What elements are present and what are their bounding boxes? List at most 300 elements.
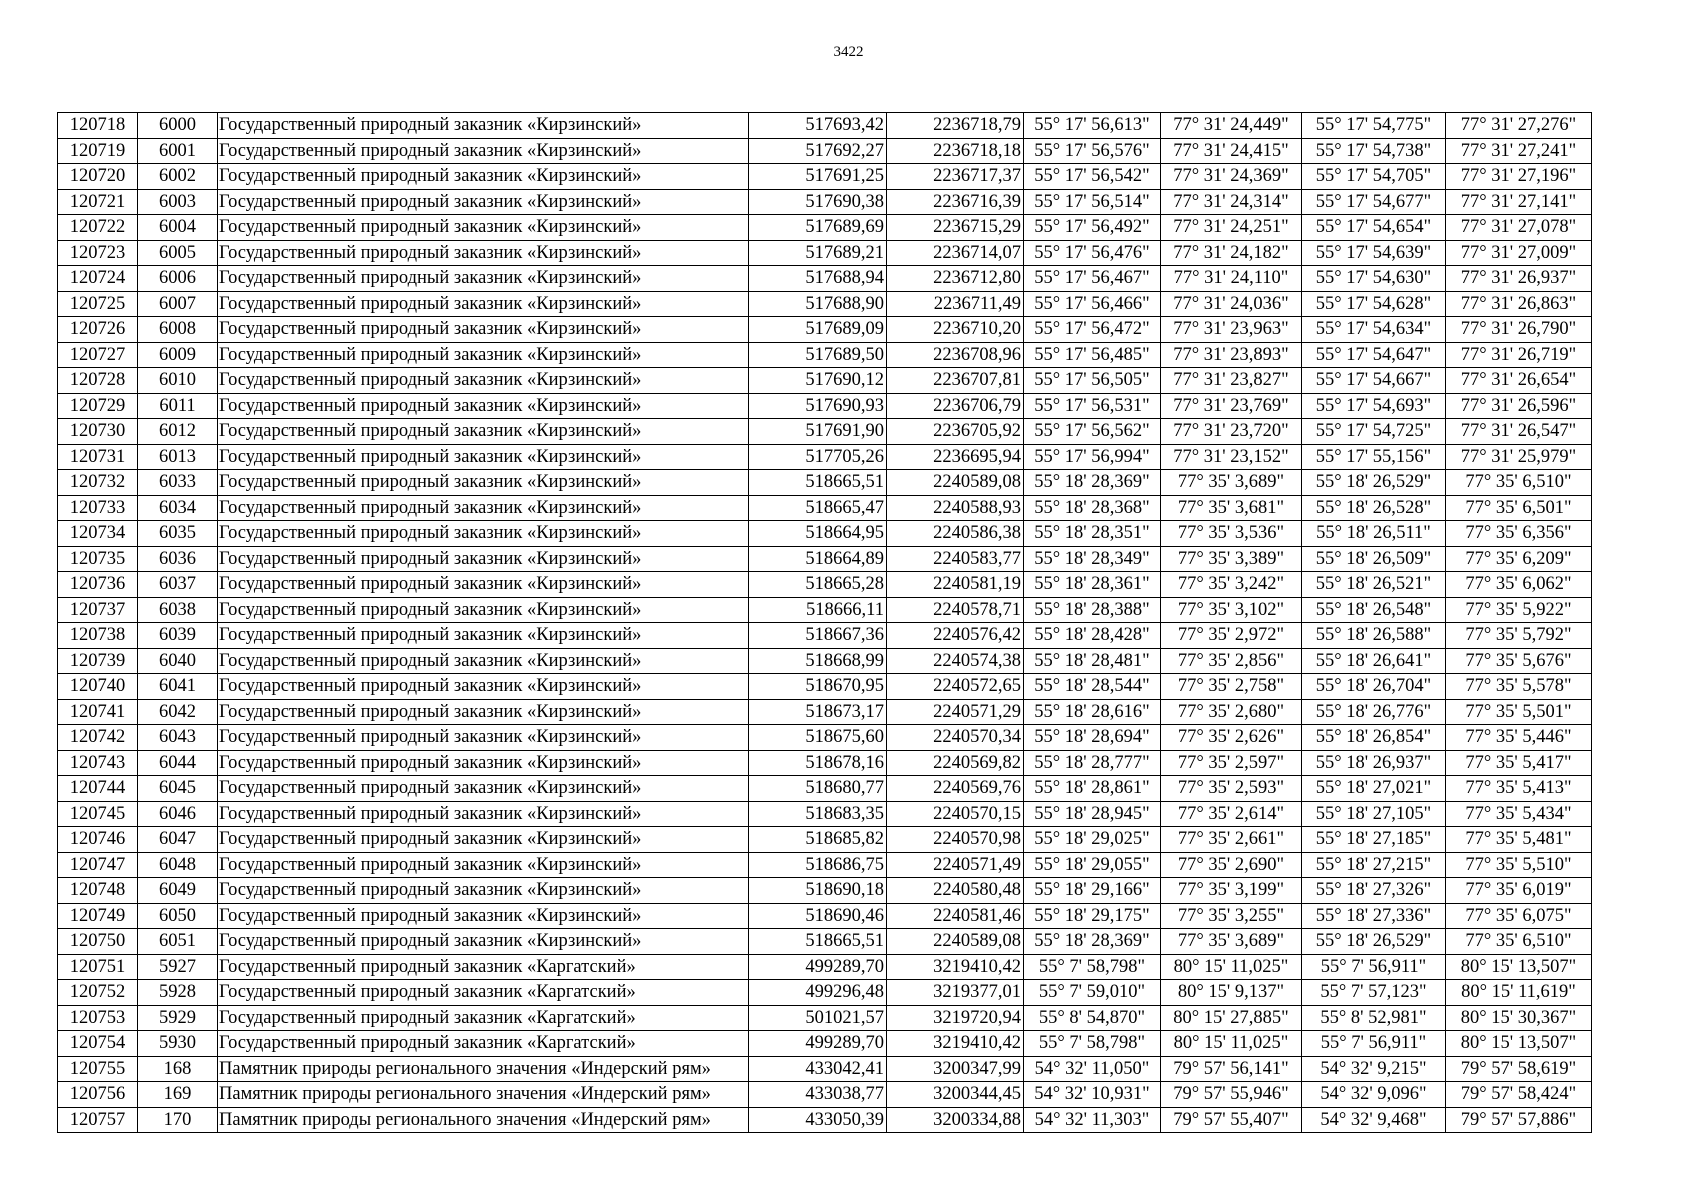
cell-point-number: 6044 [138,750,218,776]
cell-x: 517689,50 [749,342,887,368]
cell-x: 518668,99 [749,648,887,674]
cell-lon-1: 77° 31' 24,110" [1161,266,1302,292]
table-row [58,164,1592,190]
cell-y: 2240576,42 [887,623,1024,649]
cell-object-name: Государственный природный заказник «Кирзинский» [218,342,749,368]
table-row [58,546,1592,572]
cell-object-name: Государственный природный заказник «Кирзинский» [218,801,749,827]
cell-y: 2240571,29 [887,699,1024,725]
cell-point-number: 169 [138,1082,218,1108]
cell-lat-1: 55° 18' 28,369" [1024,929,1161,955]
cell-object-name: Государственный природный заказник «Кирзинский» [218,317,749,343]
cell-point-number: 6007 [138,291,218,317]
cell-lat-2: 55° 17' 54,630" [1302,266,1446,292]
table-row [58,980,1592,1006]
cell-lat-2: 55° 18' 27,021" [1302,776,1446,802]
cell-lon-2: 77° 31' 26,547" [1446,419,1592,445]
cell-y: 2240570,34 [887,725,1024,751]
cell-x: 517691,25 [749,164,887,190]
cell-point-number: 6049 [138,878,218,904]
table-row [58,776,1592,802]
cell-y: 3200344,45 [887,1082,1024,1108]
cell-point-number: 6051 [138,929,218,955]
cell-id: 120718 [58,113,138,139]
cell-x: 518670,95 [749,674,887,700]
cell-point-number: 6004 [138,215,218,241]
cell-lon-1: 77° 35' 3,689" [1161,470,1302,496]
cell-id: 120739 [58,648,138,674]
cell-x: 517689,09 [749,317,887,343]
cell-x: 517705,26 [749,444,887,470]
cell-x: 433050,39 [749,1107,887,1133]
cell-object-name: Государственный природный заказник «Кирзинский» [218,189,749,215]
cell-object-name: Государственный природный заказник «Кирзинский» [218,164,749,190]
cell-lon-2: 80° 15' 13,507" [1446,954,1592,980]
cell-object-name: Государственный природный заказник «Кирзинский» [218,546,749,572]
cell-lat-1: 55° 17' 56,576" [1024,138,1161,164]
cell-id: 120732 [58,470,138,496]
cell-lon-1: 77° 31' 23,963" [1161,317,1302,343]
cell-x: 518675,60 [749,725,887,751]
cell-lon-1: 77° 31' 23,720" [1161,419,1302,445]
cell-object-name: Государственный природный заказник «Кирзинский» [218,852,749,878]
cell-lat-2: 55° 18' 26,548" [1302,597,1446,623]
cell-lat-2: 55° 17' 54,677" [1302,189,1446,215]
cell-lat-2: 55° 18' 26,511" [1302,521,1446,547]
cell-lon-2: 77° 35' 6,510" [1446,470,1592,496]
cell-lat-1: 55° 18' 29,166" [1024,878,1161,904]
cell-lon-1: 77° 31' 24,036" [1161,291,1302,317]
cell-lon-2: 77° 35' 6,501" [1446,495,1592,521]
cell-x: 517691,90 [749,419,887,445]
cell-lon-2: 77° 35' 5,510" [1446,852,1592,878]
cell-id: 120751 [58,954,138,980]
cell-lon-1: 80° 15' 11,025" [1161,954,1302,980]
cell-point-number: 6009 [138,342,218,368]
cell-object-name: Государственный природный заказник «Кирзинский» [218,776,749,802]
cell-lat-1: 55° 17' 56,542" [1024,164,1161,190]
table-row [58,342,1592,368]
cell-x: 517692,27 [749,138,887,164]
cell-x: 517690,38 [749,189,887,215]
cell-y: 2236718,79 [887,113,1024,139]
cell-lat-2: 55° 17' 54,639" [1302,240,1446,266]
cell-object-name: Государственный природный заказник «Кирзинский» [218,699,749,725]
cell-id: 120724 [58,266,138,292]
cell-y: 2240572,65 [887,674,1024,700]
cell-id: 120741 [58,699,138,725]
cell-x: 518665,28 [749,572,887,598]
cell-lon-2: 77° 31' 26,937" [1446,266,1592,292]
cell-y: 2240581,19 [887,572,1024,598]
coordinates-table [57,112,1592,1133]
cell-lon-1: 77° 35' 2,680" [1161,699,1302,725]
cell-object-name: Государственный природный заказник «Кирзинский» [218,240,749,266]
cell-lat-1: 55° 17' 56,505" [1024,368,1161,394]
cell-y: 2240571,49 [887,852,1024,878]
cell-y: 2236706,79 [887,393,1024,419]
cell-point-number: 6033 [138,470,218,496]
table-row [58,138,1592,164]
cell-object-name: Государственный природный заказник «Кирзинский» [218,215,749,241]
cell-lat-1: 55° 17' 56,467" [1024,266,1161,292]
cell-x: 517693,42 [749,113,887,139]
cell-lat-2: 55° 18' 27,105" [1302,801,1446,827]
cell-lat-1: 55° 18' 28,945" [1024,801,1161,827]
cell-lon-1: 77° 35' 2,758" [1161,674,1302,700]
cell-x: 518690,18 [749,878,887,904]
cell-x: 501021,57 [749,1005,887,1031]
table-row [58,1056,1592,1082]
table-row [58,495,1592,521]
cell-lon-1: 77° 35' 3,199" [1161,878,1302,904]
cell-lat-2: 55° 17' 54,667" [1302,368,1446,394]
cell-lat-2: 55° 18' 27,185" [1302,827,1446,853]
cell-id: 120720 [58,164,138,190]
cell-lon-2: 77° 35' 5,413" [1446,776,1592,802]
cell-y: 2240583,77 [887,546,1024,572]
table-row [58,419,1592,445]
cell-point-number: 6005 [138,240,218,266]
cell-object-name: Памятник природы регионального значения «Индерский рям» [218,1056,749,1082]
cell-lat-2: 55° 18' 26,854" [1302,725,1446,751]
cell-object-name: Государственный природный заказник «Кирзинский» [218,368,749,394]
cell-point-number: 5928 [138,980,218,1006]
cell-lon-2: 77° 35' 5,501" [1446,699,1592,725]
cell-lat-2: 55° 17' 54,647" [1302,342,1446,368]
cell-y: 2236717,37 [887,164,1024,190]
cell-lon-2: 80° 15' 11,619" [1446,980,1592,1006]
cell-id: 120730 [58,419,138,445]
cell-lat-1: 55° 7' 58,798" [1024,954,1161,980]
cell-y: 2240570,98 [887,827,1024,853]
cell-id: 120750 [58,929,138,955]
cell-y: 2240569,82 [887,750,1024,776]
table-row [58,266,1592,292]
cell-x: 517688,90 [749,291,887,317]
cell-object-name: Государственный природный заказник «Кирзинский» [218,623,749,649]
cell-lat-1: 55° 7' 58,798" [1024,1031,1161,1057]
table-row [58,750,1592,776]
cell-lon-2: 77° 35' 5,434" [1446,801,1592,827]
cell-point-number: 6008 [138,317,218,343]
cell-lon-2: 80° 15' 30,367" [1446,1005,1592,1031]
cell-lat-2: 55° 17' 54,634" [1302,317,1446,343]
cell-lat-2: 55° 17' 54,725" [1302,419,1446,445]
cell-id: 120746 [58,827,138,853]
cell-lat-1: 55° 18' 28,351" [1024,521,1161,547]
cell-y: 3200334,88 [887,1107,1024,1133]
cell-point-number: 6043 [138,725,218,751]
cell-lon-1: 77° 31' 24,251" [1161,215,1302,241]
cell-lon-1: 77° 31' 24,182" [1161,240,1302,266]
cell-y: 2236718,18 [887,138,1024,164]
cell-lat-1: 55° 18' 28,349" [1024,546,1161,572]
cell-object-name: Государственный природный заказник «Кирзинский» [218,113,749,139]
cell-lat-2: 55° 17' 55,156" [1302,444,1446,470]
table-row [58,878,1592,904]
cell-lat-2: 55° 7' 57,123" [1302,980,1446,1006]
cell-lat-1: 55° 18' 29,175" [1024,903,1161,929]
cell-lon-1: 77° 35' 2,690" [1161,852,1302,878]
cell-lon-1: 80° 15' 9,137" [1161,980,1302,1006]
cell-object-name: Государственный природный заказник «Кирзинский» [218,495,749,521]
cell-id: 120757 [58,1107,138,1133]
cell-lat-2: 55° 7' 56,911" [1302,1031,1446,1057]
cell-id: 120754 [58,1031,138,1057]
cell-object-name: Государственный природный заказник «Каргатский» [218,1005,749,1031]
cell-lat-1: 55° 18' 28,428" [1024,623,1161,649]
cell-object-name: Государственный природный заказник «Кирзинский» [218,929,749,955]
cell-object-name: Государственный природный заказник «Каргатский» [218,954,749,980]
table-row [58,1031,1592,1057]
cell-point-number: 6038 [138,597,218,623]
cell-lat-2: 55° 18' 26,704" [1302,674,1446,700]
table-row [58,444,1592,470]
table-row [58,674,1592,700]
cell-lat-1: 55° 18' 29,055" [1024,852,1161,878]
cell-lat-2: 55° 8' 52,981" [1302,1005,1446,1031]
cell-lon-2: 79° 57' 57,886" [1446,1107,1592,1133]
cell-id: 120735 [58,546,138,572]
cell-lat-2: 54° 32' 9,215" [1302,1056,1446,1082]
cell-id: 120742 [58,725,138,751]
cell-lat-2: 55° 18' 26,641" [1302,648,1446,674]
cell-lon-2: 77° 35' 5,446" [1446,725,1592,751]
cell-id: 120719 [58,138,138,164]
cell-object-name: Государственный природный заказник «Кирзинский» [218,572,749,598]
cell-lat-2: 55° 17' 54,705" [1302,164,1446,190]
cell-x: 518664,89 [749,546,887,572]
cell-y: 2236712,80 [887,266,1024,292]
cell-lat-1: 55° 18' 28,368" [1024,495,1161,521]
table-row [58,903,1592,929]
cell-x: 518680,77 [749,776,887,802]
cell-id: 120736 [58,572,138,598]
cell-lon-2: 77° 31' 26,719" [1446,342,1592,368]
cell-object-name: Государственный природный заказник «Кирзинский» [218,138,749,164]
cell-point-number: 6035 [138,521,218,547]
table-row [58,597,1592,623]
cell-object-name: Государственный природный заказник «Кирзинский» [218,521,749,547]
table-row [58,240,1592,266]
cell-y: 2236716,39 [887,189,1024,215]
cell-id: 120733 [58,495,138,521]
cell-lat-2: 55° 17' 54,738" [1302,138,1446,164]
cell-lat-2: 55° 18' 26,509" [1302,546,1446,572]
cell-point-number: 6041 [138,674,218,700]
cell-y: 2240589,08 [887,929,1024,955]
cell-object-name: Государственный природный заказник «Кирзинский» [218,674,749,700]
cell-lat-1: 55° 18' 28,616" [1024,699,1161,725]
cell-id: 120743 [58,750,138,776]
cell-lat-2: 54° 32' 9,096" [1302,1082,1446,1108]
cell-x: 518666,11 [749,597,887,623]
table-row [58,699,1592,725]
cell-lon-2: 77° 35' 6,062" [1446,572,1592,598]
cell-lon-2: 77° 31' 26,596" [1446,393,1592,419]
cell-x: 518673,17 [749,699,887,725]
cell-lon-2: 77° 35' 5,676" [1446,648,1592,674]
cell-lon-1: 77° 35' 3,255" [1161,903,1302,929]
cell-lat-1: 55° 17' 56,466" [1024,291,1161,317]
cell-lon-2: 77° 31' 25,979" [1446,444,1592,470]
cell-lon-1: 77° 35' 3,536" [1161,521,1302,547]
cell-id: 120749 [58,903,138,929]
cell-lat-1: 55° 17' 56,514" [1024,189,1161,215]
cell-y: 2240588,93 [887,495,1024,521]
table-row [58,929,1592,955]
cell-y: 2236711,49 [887,291,1024,317]
cell-lon-1: 77° 31' 24,314" [1161,189,1302,215]
table-row [58,521,1592,547]
cell-lat-1: 54° 32' 10,931" [1024,1082,1161,1108]
cell-id: 120723 [58,240,138,266]
table-row [58,291,1592,317]
cell-y: 3219410,42 [887,1031,1024,1057]
table-row [58,189,1592,215]
cell-object-name: Государственный природный заказник «Кирзинский» [218,470,749,496]
cell-object-name: Государственный природный заказник «Кирзинский» [218,266,749,292]
cell-id: 120756 [58,1082,138,1108]
table-row [58,623,1592,649]
cell-x: 517690,93 [749,393,887,419]
cell-lon-1: 77° 35' 2,597" [1161,750,1302,776]
cell-lon-2: 77° 31' 27,276" [1446,113,1592,139]
cell-point-number: 6003 [138,189,218,215]
table-row [58,572,1592,598]
cell-lat-1: 55° 17' 56,476" [1024,240,1161,266]
cell-point-number: 6042 [138,699,218,725]
cell-lon-2: 77° 31' 27,009" [1446,240,1592,266]
cell-id: 120728 [58,368,138,394]
cell-lon-1: 79° 57' 55,407" [1161,1107,1302,1133]
cell-id: 120740 [58,674,138,700]
cell-lat-2: 55° 18' 26,529" [1302,470,1446,496]
cell-lon-1: 77° 35' 3,242" [1161,572,1302,598]
cell-lat-1: 55° 8' 54,870" [1024,1005,1161,1031]
cell-lon-1: 77° 31' 23,152" [1161,444,1302,470]
cell-id: 120734 [58,521,138,547]
cell-lat-1: 55° 17' 56,994" [1024,444,1161,470]
cell-lon-2: 77° 31' 26,654" [1446,368,1592,394]
cell-object-name: Государственный природный заказник «Кирзинский» [218,393,749,419]
cell-point-number: 6039 [138,623,218,649]
cell-lat-1: 55° 18' 28,361" [1024,572,1161,598]
cell-lat-2: 54° 32' 9,468" [1302,1107,1446,1133]
cell-y: 3200347,99 [887,1056,1024,1082]
cell-lat-2: 55° 18' 26,937" [1302,750,1446,776]
cell-y: 2240581,46 [887,903,1024,929]
cell-lon-2: 77° 31' 27,078" [1446,215,1592,241]
cell-x: 518690,46 [749,903,887,929]
table-row [58,317,1592,343]
cell-point-number: 6037 [138,572,218,598]
cell-x: 517689,21 [749,240,887,266]
cell-id: 120731 [58,444,138,470]
cell-point-number: 6011 [138,393,218,419]
cell-lat-2: 55° 17' 54,693" [1302,393,1446,419]
cell-object-name: Государственный природный заказник «Кирзинский» [218,725,749,751]
cell-lat-2: 55° 17' 54,775" [1302,113,1446,139]
cell-lon-1: 77° 35' 2,856" [1161,648,1302,674]
table-row [58,1082,1592,1108]
cell-object-name: Государственный природный заказник «Кирзинский» [218,597,749,623]
cell-lon-2: 77° 35' 6,356" [1446,521,1592,547]
cell-id: 120745 [58,801,138,827]
cell-lon-2: 77° 35' 6,019" [1446,878,1592,904]
cell-lat-2: 55° 18' 27,215" [1302,852,1446,878]
cell-object-name: Государственный природный заказник «Каргатский» [218,1031,749,1057]
cell-id: 120748 [58,878,138,904]
cell-lat-2: 55° 18' 26,588" [1302,623,1446,649]
table-row [58,852,1592,878]
cell-id: 120747 [58,852,138,878]
table-row [58,113,1592,139]
cell-x: 518678,16 [749,750,887,776]
cell-y: 2236715,29 [887,215,1024,241]
cell-id: 120737 [58,597,138,623]
cell-lat-1: 55° 17' 56,531" [1024,393,1161,419]
cell-id: 120755 [58,1056,138,1082]
cell-lon-1: 77° 35' 3,689" [1161,929,1302,955]
table-row [58,801,1592,827]
cell-lat-1: 55° 18' 28,777" [1024,750,1161,776]
cell-x: 433042,41 [749,1056,887,1082]
cell-x: 518665,51 [749,929,887,955]
cell-lon-1: 77° 31' 24,369" [1161,164,1302,190]
cell-lon-2: 79° 57' 58,424" [1446,1082,1592,1108]
cell-x: 518685,82 [749,827,887,853]
cell-id: 120752 [58,980,138,1006]
cell-lon-1: 77° 35' 2,972" [1161,623,1302,649]
cell-lon-2: 77° 31' 27,241" [1446,138,1592,164]
cell-object-name: Государственный природный заказник «Кирзинский» [218,444,749,470]
table-row [58,368,1592,394]
cell-lat-1: 55° 18' 28,694" [1024,725,1161,751]
cell-x: 433038,77 [749,1082,887,1108]
cell-point-number: 6048 [138,852,218,878]
cell-id: 120744 [58,776,138,802]
cell-lon-1: 77° 35' 3,102" [1161,597,1302,623]
cell-lon-2: 77° 31' 26,790" [1446,317,1592,343]
cell-lon-2: 77° 35' 5,417" [1446,750,1592,776]
cell-point-number: 168 [138,1056,218,1082]
cell-x: 518665,47 [749,495,887,521]
cell-lon-2: 77° 35' 6,075" [1446,903,1592,929]
table-row [58,954,1592,980]
cell-x: 499289,70 [749,954,887,980]
cell-lat-2: 55° 17' 54,654" [1302,215,1446,241]
cell-point-number: 6012 [138,419,218,445]
cell-object-name: Государственный природный заказник «Кирзинский» [218,827,749,853]
cell-lon-1: 77° 35' 2,593" [1161,776,1302,802]
cell-point-number: 6036 [138,546,218,572]
cell-y: 2236707,81 [887,368,1024,394]
cell-y: 2236714,07 [887,240,1024,266]
cell-y: 3219377,01 [887,980,1024,1006]
cell-x: 518664,95 [749,521,887,547]
cell-lat-1: 55° 17' 56,472" [1024,317,1161,343]
cell-y: 2240570,15 [887,801,1024,827]
table-row [58,725,1592,751]
cell-object-name: Памятник природы регионального значения «Индерский рям» [218,1107,749,1133]
cell-y: 2240574,38 [887,648,1024,674]
cell-lat-1: 55° 17' 56,562" [1024,419,1161,445]
cell-point-number: 170 [138,1107,218,1133]
cell-lat-2: 55° 17' 54,628" [1302,291,1446,317]
cell-lat-2: 55° 18' 26,528" [1302,495,1446,521]
